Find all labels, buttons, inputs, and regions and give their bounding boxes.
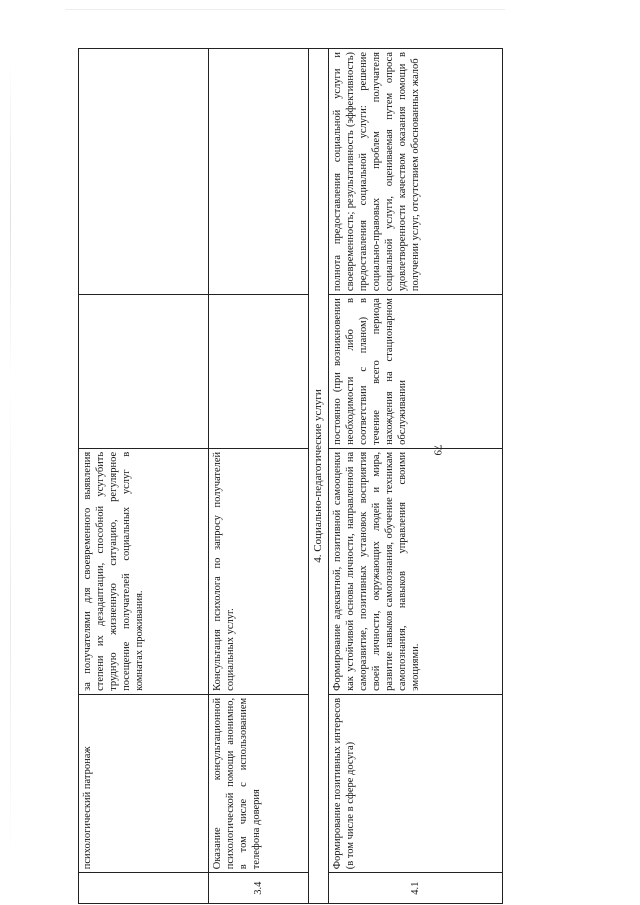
service-timing <box>209 295 309 449</box>
service-quality <box>79 49 209 295</box>
services-table <box>78 48 503 904</box>
table-row <box>209 49 309 904</box>
service-name: Оказание консультационной психологической помощи анонимно, в том числе с использованием телефона доверия <box>209 694 309 872</box>
section-row <box>309 49 329 904</box>
rotated-table-frame <box>78 48 503 904</box>
row-number: 3.4 <box>209 873 309 904</box>
row-number: 4.1 <box>329 873 503 904</box>
service-timing <box>79 295 209 449</box>
service-description: за получателями для своевременного выявления степени их дезадаптации, способной усугубить трудную жизненную ситуацию, регулярное посещение получателей социальных услуг в комнатах проживания. <box>79 448 209 694</box>
service-description: Консультация психолога по запросу получателей социальных услуг. <box>209 448 309 694</box>
service-quality <box>209 49 309 295</box>
page-number: 79 <box>431 444 444 456</box>
row-number <box>79 873 209 904</box>
service-name: психологический патронаж <box>79 694 209 872</box>
scan-artifact-top <box>65 9 505 10</box>
service-description: Формирование адекватной, позитивной самооценки как устойчивой основы личности, направленной на саморазвитие, позитивных установок восприятия своей личности, окружающих людей и мира, развитие навыков самопознания, обучение техникам самопознания, навыков управления своими эмоциями. <box>329 448 503 694</box>
service-name: Формирование позитивных интересов (в том числе в сфере досуга) <box>329 694 503 872</box>
section-title: 4. Социально-педагогические услуги <box>309 49 329 904</box>
service-quality: полнота предоставления социальной услуги и своевременность; результативность (эффективность) предоставления социальной услуги: решение социально-правовых проблем получателя социальной услуги, оцениваемая путем опроса удовлетворенности качеством оказания помощи в получении услуг, отсутствием обоснованных жалоб <box>329 49 503 295</box>
scan-artifact-left <box>10 60 11 860</box>
table-row <box>79 49 209 904</box>
table-row <box>329 49 503 904</box>
service-timing: постоянно (при возникновении необходимости либо в соответствии с планом) в течение всего периода нахождения на стационарном обслуживании <box>329 295 503 449</box>
